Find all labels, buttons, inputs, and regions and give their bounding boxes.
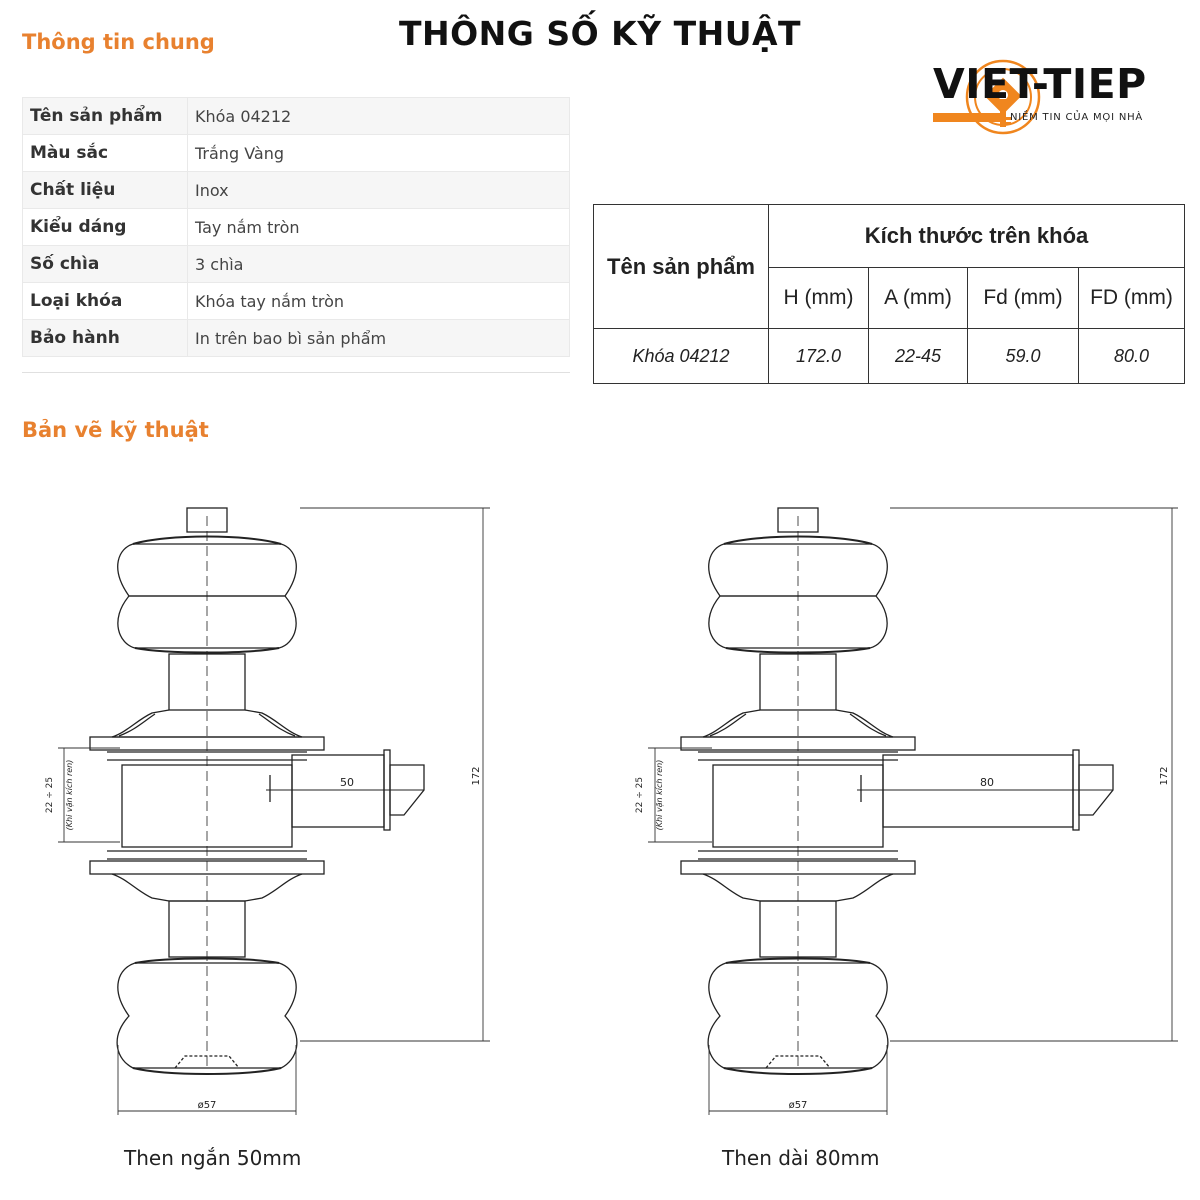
brand-name: VIET-TIEP (933, 60, 1147, 108)
row-value: Trắng Vàng (188, 135, 570, 172)
row-label: Số chìa (23, 246, 188, 283)
general-info-table (22, 97, 570, 357)
row-label: Màu sắc (23, 135, 188, 172)
row-label: Loại khóa (23, 283, 188, 320)
diameter-left: ø57 (197, 1100, 217, 1111)
value-cell: 80.0 (1079, 329, 1185, 384)
value-cell: 172.0 (769, 329, 869, 384)
row-label: Kiểu dáng (23, 209, 188, 246)
door-note-right: (Khi vặn kích ren) (655, 759, 664, 831)
table-row (23, 246, 570, 283)
product-cell: Khóa 04212 (594, 329, 769, 384)
table-row (23, 283, 570, 320)
row-value: 3 chìa (188, 246, 570, 283)
column-header: A (mm) (869, 268, 968, 329)
table-row (23, 320, 570, 357)
table-row (594, 329, 1185, 384)
value-cell: 22-45 (869, 329, 968, 384)
column-header: FD (mm) (1079, 268, 1185, 329)
row-value: Khóa tay nắm tròn (188, 283, 570, 320)
latch-right (857, 750, 1113, 830)
technical-drawing-heading: Bản vẽ kỹ thuật (22, 418, 209, 442)
value-cell: 59.0 (968, 329, 1079, 384)
diameter-right: ø57 (788, 1100, 808, 1111)
latch-length-left: 50 (340, 776, 354, 789)
table-row (23, 172, 570, 209)
lock-body-right (681, 508, 915, 1074)
divider (22, 372, 570, 373)
column-header: H (mm) (769, 268, 869, 329)
row-value: Khóa 04212 (188, 98, 570, 135)
general-info-heading: Thông tin chung (22, 30, 215, 54)
height-left: 172 (471, 766, 482, 786)
group-header: Kích thước trên khóa (769, 205, 1185, 268)
brand-accent-bar (933, 113, 1006, 122)
lock-body-left (90, 508, 324, 1074)
product-header: Tên sản phẩm (594, 205, 769, 329)
column-header: Fd (mm) (968, 268, 1079, 329)
caption-long-latch: Then dài 80mm (722, 1146, 880, 1170)
page-title: THÔNG SỐ KỸ THUẬT (398, 14, 802, 53)
dimension-table (593, 204, 1185, 384)
row-label: Tên sản phẩm (23, 98, 188, 135)
table-row (23, 98, 570, 135)
caption-short-latch: Then ngắn 50mm (124, 1146, 302, 1170)
table-row (23, 209, 570, 246)
technical-drawing (0, 490, 1200, 1130)
dimension-lines-right (648, 508, 1178, 1115)
latch-length-right: 80 (980, 776, 994, 789)
table-row (23, 135, 570, 172)
height-right: 172 (1159, 766, 1170, 786)
door-range-left: 22 ÷ 25 (45, 776, 55, 814)
door-note-left: (Khi vặn kích ren) (65, 759, 74, 831)
row-value: In trên bao bì sản phẩm (188, 320, 570, 357)
brand-slogan: NIỀM TIN CỦA MỌI NHÀ (1010, 112, 1144, 123)
door-range-right: 22 ÷ 25 (635, 776, 645, 814)
row-label: Bảo hành (23, 320, 188, 357)
latch-left (266, 750, 424, 830)
row-value: Inox (188, 172, 570, 209)
row-value: Tay nắm tròn (188, 209, 570, 246)
row-label: Chất liệu (23, 172, 188, 209)
